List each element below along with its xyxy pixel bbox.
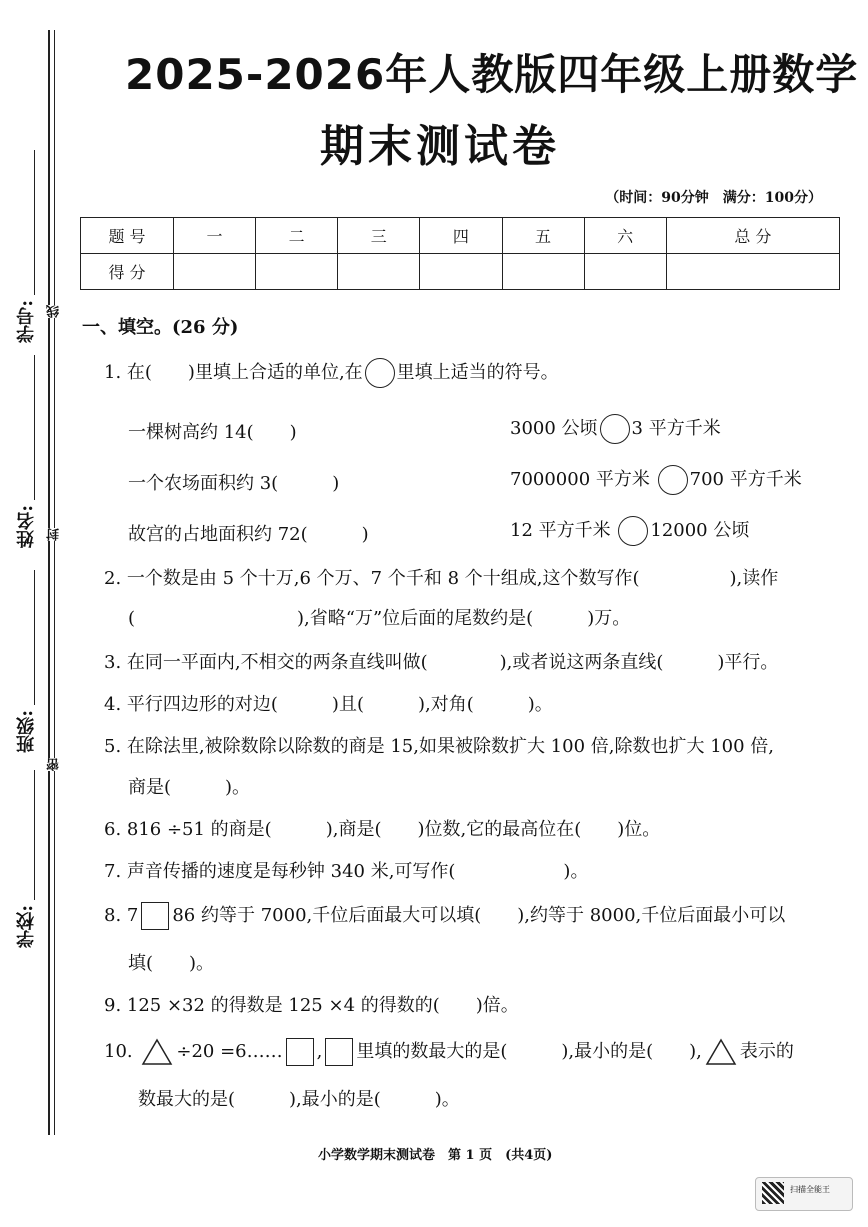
question-text: 10.	[104, 1041, 133, 1062]
compare-right: 3 平方千米	[631, 418, 721, 439]
compare-left: 12 平方千米	[510, 520, 611, 541]
score-header-cell: 五	[502, 218, 584, 254]
seal-secret-mark: 密	[47, 758, 62, 771]
section-heading: 一、填空。(26 分)	[82, 317, 239, 338]
score-header-cell: 总 分	[666, 218, 839, 254]
score-header-cell: 三	[338, 218, 420, 254]
score-header-cell: 一	[174, 218, 256, 254]
question-1	[104, 358, 559, 388]
blank-circle[interactable]	[600, 414, 630, 444]
question-9: 9. 125 ×32 的得数是 125 ×4 的得数的( )倍。	[104, 995, 519, 1016]
qr-code-icon	[762, 1182, 784, 1204]
score-cell[interactable]	[502, 254, 584, 290]
q1-item-a: 一棵树高约 14( )	[128, 422, 297, 443]
score-header-cell: 二	[256, 218, 338, 254]
compare-left: 3000 公顷	[510, 418, 598, 439]
blank-circle[interactable]	[365, 358, 395, 388]
student-id-blank[interactable]	[34, 150, 35, 295]
score-header-cell: 四	[420, 218, 502, 254]
student-id-label: 学号:	[16, 300, 37, 343]
question-text: 里填的数最大的是( ),最小的是( ),	[356, 1041, 702, 1062]
scanner-watermark	[755, 1177, 853, 1211]
q1-compare-d	[510, 414, 721, 444]
question-text: 表示的	[739, 1041, 794, 1062]
score-cell[interactable]	[666, 254, 839, 290]
score-table-header-row	[81, 218, 840, 254]
question-6: 6. 816 ÷51 的商是( ),商是( )位数,它的最高位在( )位。	[104, 819, 661, 840]
school-blank[interactable]	[34, 770, 35, 900]
question-4: 4. 平行四边形的对边( )且( ),对角( )。	[104, 694, 553, 715]
name-label: 姓名:	[16, 505, 37, 548]
binding-line-inner	[54, 30, 55, 1135]
score-cell[interactable]	[584, 254, 666, 290]
compare-left: 7000000 平方米	[510, 469, 650, 490]
question-8-line-2: 填( )。	[128, 953, 215, 974]
q1-compare-f	[510, 516, 749, 546]
page-footer: 小学数学期末测试卷 第 1 页 (共4页)	[318, 1148, 553, 1163]
question-text: 1. 在( )里填上合适的单位,在	[104, 362, 363, 383]
class-blank[interactable]	[34, 570, 35, 705]
score-cell[interactable]	[420, 254, 502, 290]
question-5-line-2: 商是( )。	[128, 777, 251, 798]
blank-box[interactable]	[286, 1038, 314, 1066]
blank-box[interactable]	[141, 902, 169, 930]
score-table	[80, 217, 840, 290]
score-cell[interactable]	[256, 254, 338, 290]
question-text: 8. 7	[104, 905, 139, 926]
binding-line	[48, 30, 50, 1135]
class-label: 班级:	[16, 710, 37, 753]
triangle-icon[interactable]	[705, 1038, 737, 1066]
score-header-cell: 题 号	[81, 218, 174, 254]
exam-timing: （时间：90分钟 满分：100分）	[605, 190, 822, 206]
school-label: 学校:	[16, 905, 37, 948]
compare-right: 700 平方千米	[689, 469, 802, 490]
compare-right: 12000 公顷	[650, 520, 750, 541]
question-10-line-1	[104, 1037, 794, 1066]
question-7: 7. 声音传播的速度是每秒钟 340 米,可写作( )。	[104, 861, 589, 882]
question-3: 3. 在同一平面内,不相交的两条直线叫做( ),或者说这两条直线( )平行。	[104, 652, 779, 673]
question-2-line-2: ( ),省略“万”位后面的尾数约是( )万。	[128, 608, 631, 629]
score-cell[interactable]	[174, 254, 256, 290]
blank-circle[interactable]	[618, 516, 648, 546]
seal-line-mark: 线	[47, 305, 62, 318]
q1-item-c: 故宫的占地面积约 72( )	[128, 524, 369, 545]
score-row-label: 得 分	[81, 254, 174, 290]
question-10-line-2: 数最大的是( ),最小的是( )。	[138, 1089, 460, 1110]
question-8-line-1	[104, 901, 785, 930]
blank-circle[interactable]	[658, 465, 688, 495]
question-text: ÷20 =6……	[176, 1041, 283, 1062]
q1-compare-e	[510, 465, 802, 495]
score-header-cell: 六	[584, 218, 666, 254]
q1-item-b: 一个农场面积约 3( )	[128, 473, 340, 494]
name-blank[interactable]	[34, 355, 35, 500]
exam-title: 2025-2026年人教版四年级上册数学	[125, 50, 859, 99]
blank-box[interactable]	[325, 1038, 353, 1066]
question-5-line-1: 5. 在除法里,被除数除以除数的商是 15,如果被除数扩大 100 倍,除数也扩大 100 倍,	[104, 736, 775, 757]
seal-seal-mark: 封	[47, 528, 62, 541]
exam-subtitle: 期末测试卷	[320, 121, 560, 172]
watermark-text: 扫描全能王	[790, 1185, 830, 1194]
question-text: 86 约等于 7000,千位后面最大可以填( ),约等于 8000,千位后面最小可以	[172, 905, 786, 926]
triangle-icon[interactable]	[141, 1038, 173, 1066]
question-text: 里填上适当的符号。	[396, 362, 559, 383]
score-cell[interactable]	[338, 254, 420, 290]
score-table-score-row	[81, 254, 840, 290]
question-text: ,	[316, 1041, 323, 1062]
question-2-line-1: 2. 一个数是由 5 个十万,6 个万、7 个千和 8 个十组成,这个数写作( ),读作	[104, 568, 779, 589]
